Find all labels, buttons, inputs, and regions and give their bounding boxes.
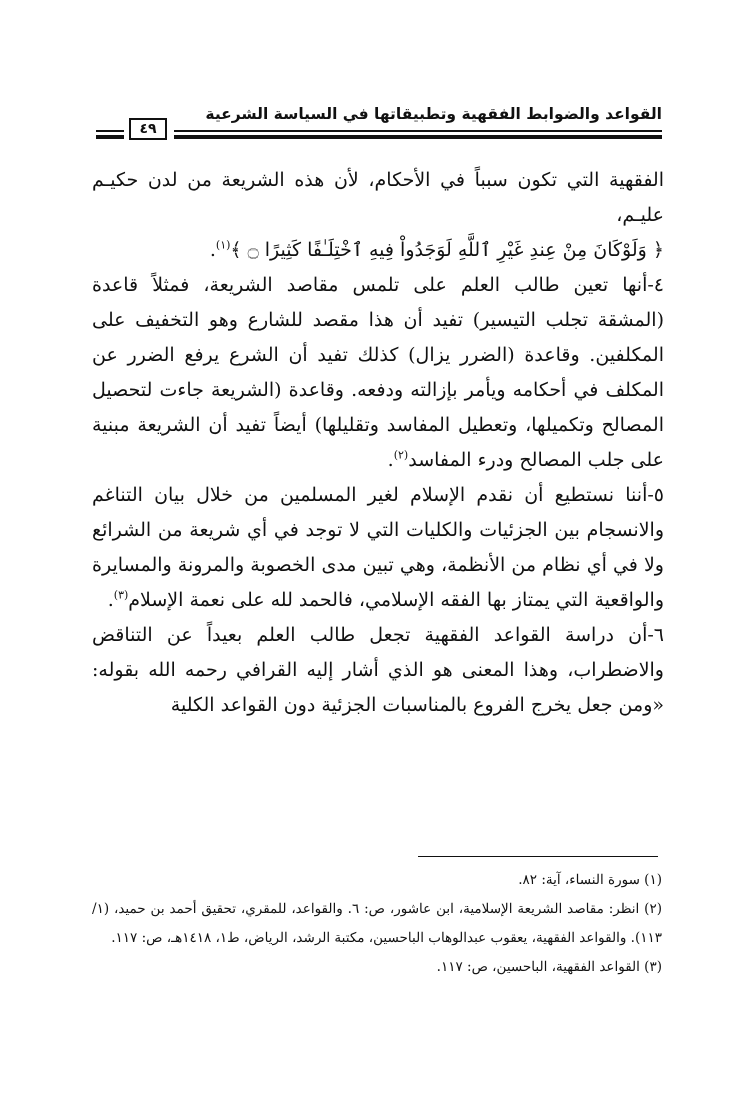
paragraph-2-text: ٤-أنها تعين طالب العلم على تلمس مقاصد الشريعة، فمثلاً قاعدة (المشقة تجلب التيسير) تفيد أن هذا مقصد للشارع وهو التخفيف على المكلفين. وقاعدة (الضرر يزال) كذلك تفيد أن الشرع يرفع الضرر عن المكلف في أحكامه ويأمر بإزالته ودفعه. وقاعدة (الشريعة جاءت لتحصيل المصالح وتكميلها، وتعطيل المفاسد وتقليلها) أيضاً تفيد أن الشريعة مبنية على جلب المصالح ودرء المفاسد (92, 274, 664, 471)
header-rule-left-thin (96, 130, 124, 132)
footnotes (92, 866, 662, 982)
footnote-3: (٣) القواعد الفقهية، الباحسين، ص: ١١٧. (436, 959, 662, 975)
main-text (92, 163, 664, 723)
footnote-ref-1: (١) (215, 238, 231, 252)
footnote-separator (418, 856, 658, 857)
header-rule-left-thick (96, 135, 124, 139)
page-number: ٤٩ (129, 118, 167, 140)
quran-verse: ﴿ وَلَوْكَانَ مِنْ عِندِ غَيْرِ ٱللَّهِ لَوَجَدُواْ فِيهِ ٱخْتِلَـٰفًا كَثِيرًا ۝ ﴾$^{(١)}$. (209, 238, 664, 261)
footnote-ref-3: (٣) (113, 588, 129, 602)
paragraph-4 (92, 618, 664, 723)
paragraph-1-line: الفقهية التي تكون سبباً في الأحكام، لأن هذه الشريعة من لدن حكيـم عليـم، (92, 169, 664, 226)
footnote-1: (١) سورة النساء، آية: ٨٢. (518, 872, 662, 888)
paragraph-3-text: ٥-أننا نستطيع أن نقدم الإسلام لغير المسلمين من خلال بيان التناغم والانسجام بين الجزئيات والكليات التي لا توجد في أي شريعة من الشرائع ولا في أي نظام من الأنظمة، وهي تبين مدى الخصوبة والمرونة والمسايرة والواقعية التي يمتاز بها الفقه الإسلامي، فالحمد لله على نعمة الإسلام (92, 484, 664, 611)
paragraph-3: ٥-أننا نستطيع أن نقدم الإسلام لغير المسلمين من خلال بيان التناغم والانسجام بين الجزئيات والكليات التي لا توجد في أي شريعة من الشرائع ولا في أي نظام من الأنظمة، وهي تبين مدى الخصوبة والمرونة والمسايرة والواقعية التي يمتاز بها الفقه الإسلامي، فالحمد لله على نعمة الإسلام$^{(٣)}$. (92, 484, 664, 611)
quran-verse-text: ﴿ وَلَوْكَانَ مِنْ عِندِ غَيْرِ ٱللَّهِ لَوَجَدُواْ فِيهِ ٱخْتِلَـٰفًا كَثِيرًا ۝ ﴾ (230, 239, 664, 261)
header-rule-thick (174, 135, 662, 139)
paragraph-2: ٤-أنها تعين طالب العلم على تلمس مقاصد الشريعة، فمثلاً قاعدة (المشقة تجلب التيسير) تفيد أن هذا مقصد للشارع وهو التخفيف على المكلفين. وقاعدة (الضرر يزال) كذلك تفيد أن الشرع يرفع الضرر عن المكلف في أحكامه ويأمر بإزالته ودفعه. وقاعدة (الشريعة جاءت لتحصيل المصالح وتكميلها، وتعطيل المفاسد وتقليلها) أيضاً تفيد أن الشريعة مبنية على جلب المصالح ودرء المفاسد$^{(٢)}$. (92, 274, 664, 471)
footnote-2: (٢) انظر: مقاصد الشريعة الإسلامية، ابن عاشور، ص: ٦. والقواعد، للمقري، تحقيق أحمد بن حميد، (١/ ١١٣). والقواعد الفقهية، يعقوب عبدالوهاب الباحسين، مكتبة الرشد، الرياض، ط١، ١٤١٨هـ، ص: ١١٧. (92, 901, 662, 946)
running-header (96, 104, 662, 144)
footnote-ref-2: (٢) (393, 448, 409, 462)
paragraph-1 (92, 163, 664, 268)
header-title: القواعد والضوابط الفقهية وتطبيقاتها في السياسة الشرعية (205, 105, 662, 123)
header-rule-thin (174, 130, 662, 132)
paragraph-4-text: ٦-أن دراسة القواعد الفقهية تجعل طالب العلم بعيداً عن التناقض والاضطراب، وهذا المعنى هو الذي أشار إليه القرافي رحمه الله بقوله: «ومن جعل يخرج الفروع بالمناسبات الجزئية دون القواعد الكلية (92, 624, 664, 716)
